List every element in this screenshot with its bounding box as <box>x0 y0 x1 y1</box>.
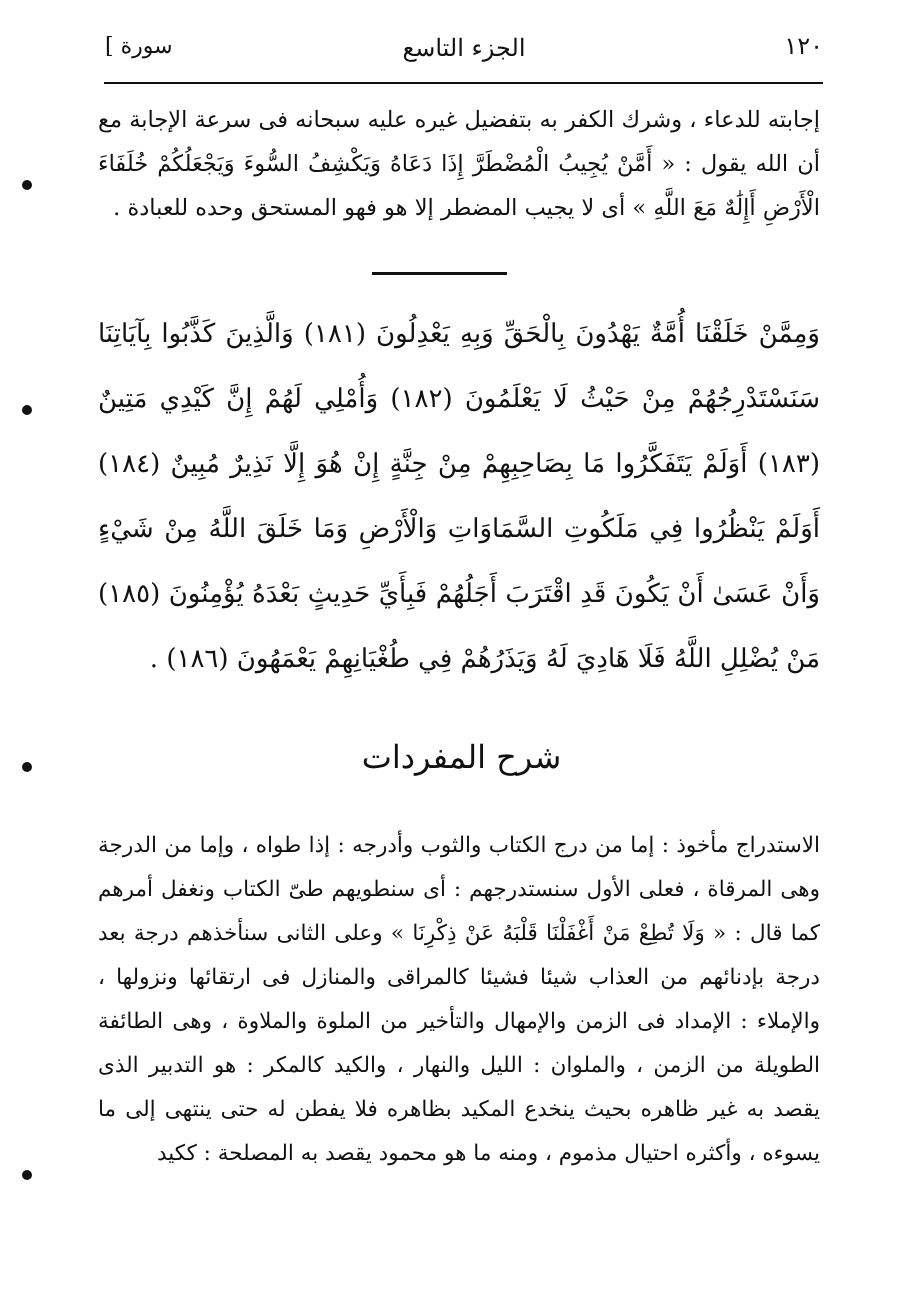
scan-dot-mark <box>22 405 32 415</box>
scan-dot-mark <box>22 762 32 772</box>
scan-dot-mark <box>22 180 32 190</box>
surah-label: سورة ] <box>105 34 173 59</box>
page-number: ١٢٠ <box>784 32 823 60</box>
running-title: الجزء التاسع <box>402 34 526 62</box>
section-separator <box>372 272 507 275</box>
header-rule <box>104 82 823 84</box>
tafsir-paragraph: إجابته للدعاء ، وشرك الكفر به بتفضيل غيره عليه سبحانه فى سرعة الإجابة مع أن الله يقول : « أَمَّنْ يُجِيبُ الْمُضْطَرَّ إِذَا دَعَاهُ وَيَكْشِفُ السُّوءَ وَيَجْعَلُكُمْ خُلَفَاءَ الْأَرْضِ أَإِلَٰهٌ مَعَ اللَّهِ » أى لا يجيب المضطر إلا هو فهو المستحق وحده للعبادة . <box>98 107 820 221</box>
vocabulary-commentary: الاستدراج مأخوذ : إما من درج الكتاب والثوب وأدرجه : إذا طواه ، وإما من الدرجة وهى المرقاة ، فعلى الأول سنستدرجهم : أى سنطويهم طىّ الكتاب ونغفل أمرهم كما قال : « وَلَا تُطِعْ مَنْ أَغْفَلْنَا قَلْبَهُ عَنْ ذِكْرِنَا » وعلى الثانى سنأخذهم درجة بعد درجة بإدنائهم من العذاب شيئا فشيئا كالمراقى والمنازل فى ارتقائها ونزولها ، والإملاء : الإمداد فى الزمن والإمهال والتأخير من الملوة والملاوة ، وهى الطائفة الطويلة من الزمن ، والملوان : الليل والنهار ، والكيد كالمكر : هو التدبير الذى يقصد به غير ظاهره بحيث ينخدع المكيد بظاهره فلا يفطن له حتى ينتهى إلى ما يسوءه ، وأكثره احتيال مذموم ، ومنه ما هو محمود يقصد به المصلحة : ككيد <box>98 833 820 1166</box>
page-header <box>105 30 823 70</box>
section-heading: شرح المفردات <box>361 738 562 776</box>
quran-verses: وَمِمَّنْ خَلَقْنَا أُمَّةٌ يَهْدُونَ بِالْحَقِّ وَبِهِ يَعْدِلُونَ (١٨١) وَالَّذِينَ كَذَّبُوا بِآيَاتِنَا سَنَسْتَدْرِجُهُمْ مِنْ حَيْثُ لَا يَعْلَمُونَ (١٨٢) وَأُمْلِي لَهُمْ إِنَّ كَيْدِي مَتِينٌ (١٨٣) أَوَلَمْ يَتَفَكَّرُوا مَا بِصَاحِبِهِمْ مِنْ جِنَّةٍ إِنْ هُوَ إِلَّا نَذِيرٌ مُبِينٌ (١٨٤) أَوَلَمْ يَنْظُرُوا فِي مَلَكُوتِ السَّمَاوَاتِ وَالْأَرْضِ وَمَا خَلَقَ اللَّهُ مِنْ شَيْءٍ وَأَنْ عَسَىٰ أَنْ يَكُونَ قَدِ اقْتَرَبَ أَجَلُهُمْ فَبِأَيِّ حَدِيثٍ بَعْدَهُ يُؤْمِنُونَ (١٨٥) مَنْ يُضْلِلِ اللَّهُ فَلَا هَادِيَ لَهُ وَيَذَرُهُمْ فِي طُغْيَانِهِمْ يَعْمَهُونَ (١٨٦) . <box>98 319 820 674</box>
scan-dot-mark <box>22 1170 32 1180</box>
